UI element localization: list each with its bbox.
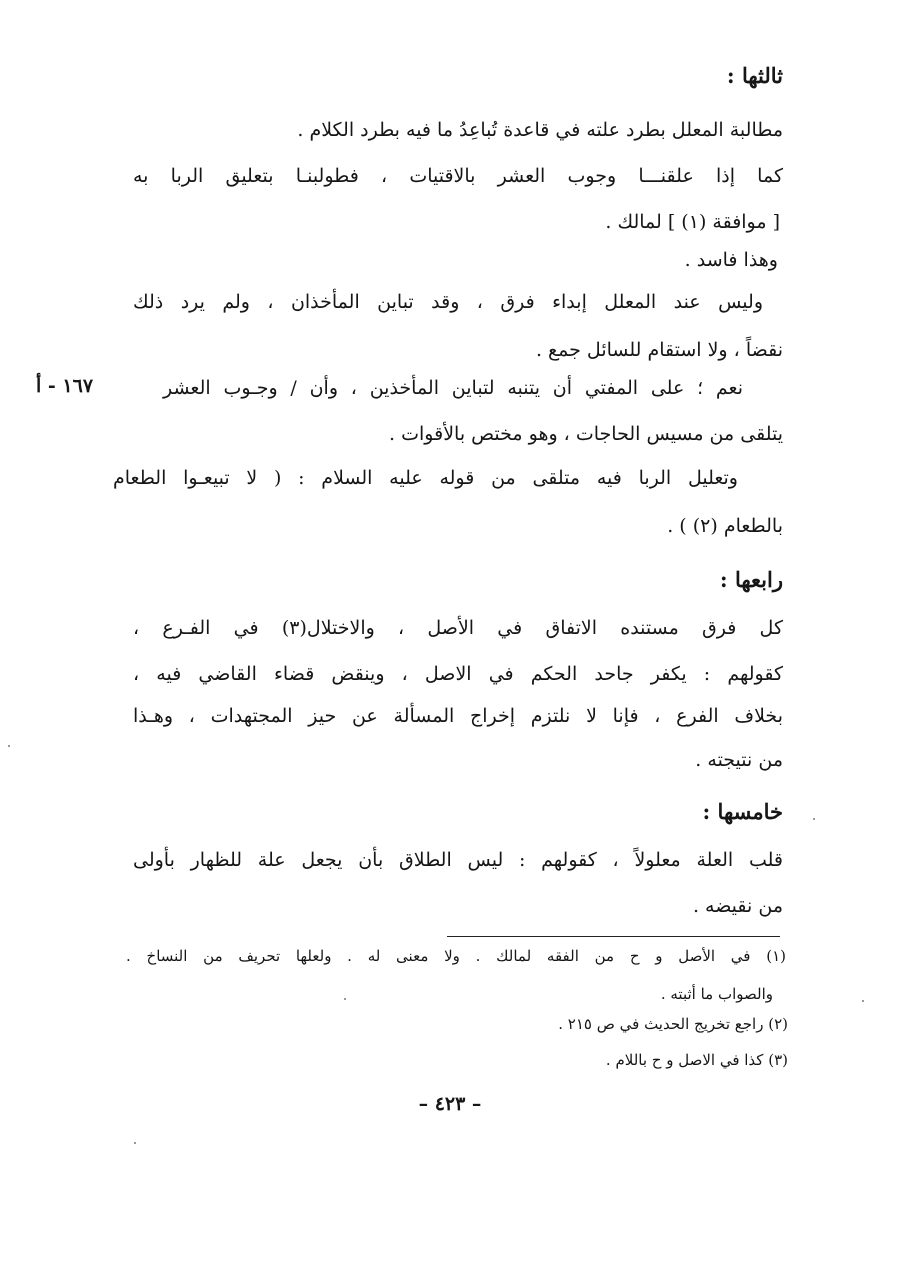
footnote-continuation: والصواب ما أثبته .	[660, 985, 773, 1003]
text-line: نعم ؛ على المفتي أن يتنبه لتباين المأخذين ، وأن / وجـوب العشر	[163, 377, 743, 399]
text-line: وهذا فاسد .	[684, 249, 778, 271]
section-heading-fifth: خامسها :	[702, 799, 783, 824]
scan-speck	[862, 1000, 864, 1002]
text-line: مطالبة المعلل بطرد علته في قاعدة تُباعِدُ ما فيه بطرد الكلام .	[297, 119, 783, 141]
footnote: (٢) راجع تخريج الحديث في ص ٢١٥ .	[558, 1015, 788, 1033]
text-line: كل فرق مستنده الاتفاق في الأصل ، والاختلال(٣) في الفـرع ،	[133, 617, 783, 639]
text-line: من نقيضه .	[692, 895, 783, 917]
text-line: كقولهم : يكفر جاحد الحكم في الاصل ، وينقض قضاء القاضي فيه ،	[133, 663, 783, 685]
text-line: قلب العلة معلولاً ، كقولهم : ليس الطلاق بأن يجعل علة للظهار بأولى	[133, 849, 783, 871]
scan-speck	[134, 1142, 136, 1144]
footnote: (١) في الأصل و ح من الفقه لمالك . ولا معنى له . ولعلها تحريف من النساخ .	[126, 947, 786, 965]
text-line: كما إذا علقنـــا وجوب العشر بالاقتيات ، فطولبنـا بتعليق الربا به	[133, 165, 783, 187]
scan-speck	[8, 745, 10, 747]
text-line: نقضاً ، ولا استقام للسائل جمع .	[535, 339, 783, 361]
footnote: (٣) كذا في الاصل و ح باللام .	[605, 1051, 788, 1069]
section-heading-fourth: رابعها :	[719, 567, 783, 592]
text-line: وتعليل الربا فيه متلقى من قوله عليه السلام : ( لا تبيعـوا الطعام	[113, 467, 738, 489]
text-line: وليس عند المعلل إبداء فرق ، وقد تباين المأخذان ، ولم يرد ذلك	[133, 291, 763, 313]
text-line: بخلاف الفرع ، فإنا لا نلتزم إخراج المسألة عن حيز المجتهدات ، وهـذا	[133, 705, 783, 727]
scan-speck	[344, 998, 346, 1000]
page-number: – ٤٢٣ –	[418, 1093, 482, 1115]
text-line: من نتيجته .	[695, 749, 783, 771]
margin-folio-note: ١٦٧ - أ	[36, 375, 94, 397]
scan-speck	[813, 818, 815, 820]
footnote-separator	[447, 936, 780, 937]
text-line: بالطعام (٢) ) .	[667, 515, 783, 537]
section-heading-third: ثالثها :	[726, 63, 783, 88]
text-line: يتلقى من مسيس الحاجات ، وهو مختص بالأقوات .	[389, 423, 783, 445]
text-line: [ موافقة (١) ] لمالك .	[605, 211, 780, 233]
